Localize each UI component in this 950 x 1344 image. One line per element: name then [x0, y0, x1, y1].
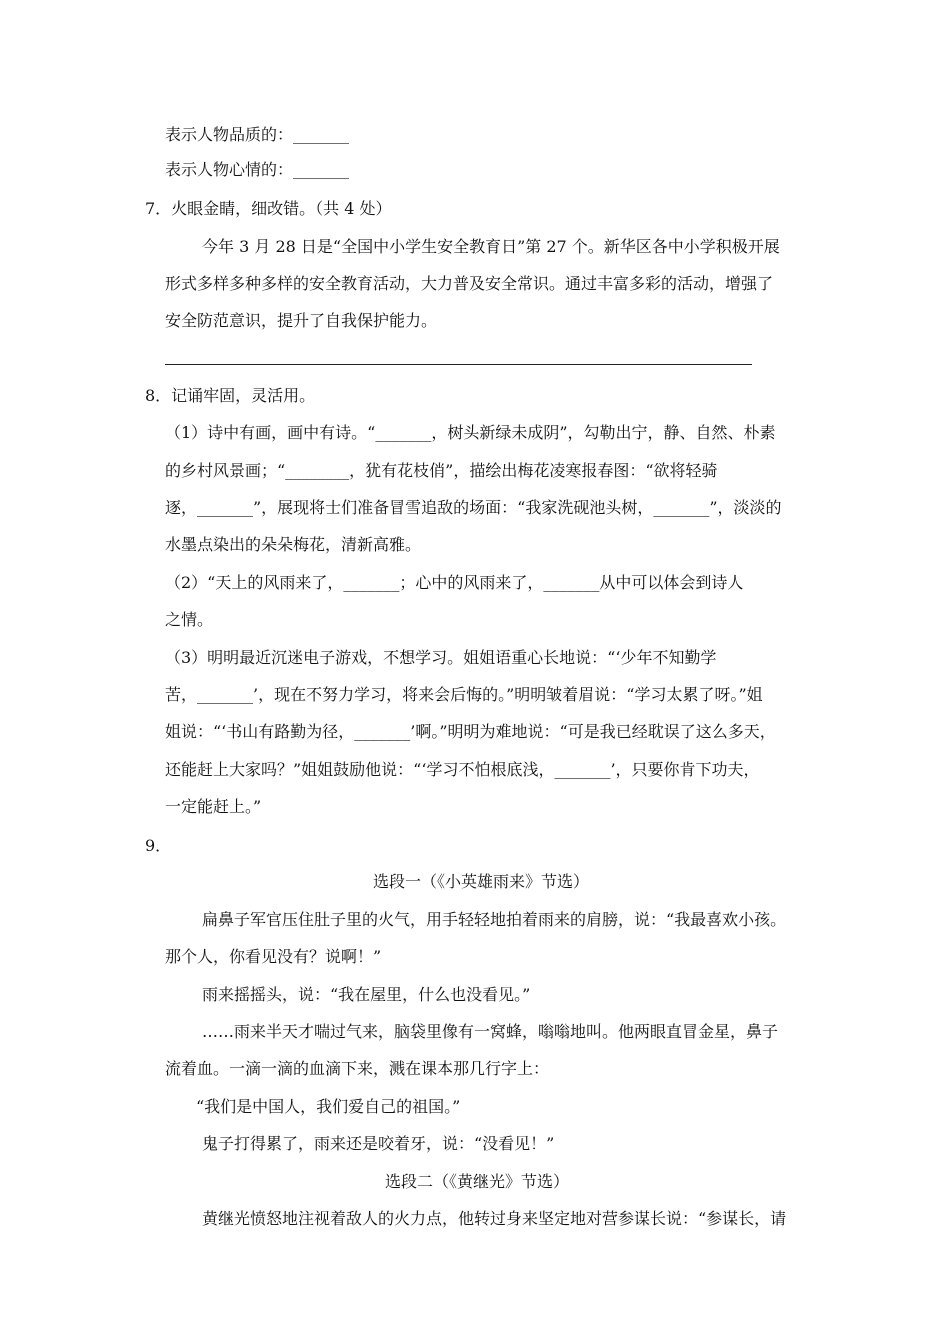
q8-part3-line-2: 苦，_______’，现在不努力学习，将来会后悔的。”明明皱着眉说：“学习太累了呀。”姐 — [165, 685, 763, 704]
excerpt-1-heading: 选段一（《小英雄雨来》节选） — [373, 872, 590, 891]
q8-part1-line-3: 逐，_______”，展现将士们准备冒雪追敌的场面：“我家洗砚池头树，_______”，淡淡的 — [165, 498, 782, 517]
q8-part2-line-1: （2）“天上的风雨来了，_______；心中的风雨来了，_______从中可以体会到诗人 — [165, 573, 744, 592]
q8-part1-line-1: （1）诗中有画，画中有诗。“_______，树头新绿未成阴”，勾勒出宁，静、自然、朴素 — [165, 423, 776, 442]
q7-passage-line-3: 安全防范意识，提升了自我保护能力。 — [165, 311, 438, 330]
answer-line-quality: 表示人物品质的：_______ — [165, 125, 350, 144]
answer-underline — [165, 364, 752, 365]
q7-passage-line-1: 今年 3 月 28 日是“全国中小学生安全教育日”第 27 个。新华区各中小学积极开展 — [202, 237, 780, 256]
excerpt-2-line-1: 黄继光愤怒地注视着敌人的火力点，他转过身来坚定地对营参谋长说：“参谋长，请 — [202, 1209, 787, 1228]
excerpt-1-line-6: “我们是中国人，我们爱自己的祖国。” — [196, 1097, 461, 1116]
excerpt-1-line-2: 那个人，你看见没有？说啊！” — [165, 947, 382, 966]
q8-part2-line-2: 之情。 — [165, 610, 214, 629]
answer-line-mood: 表示人物心情的：_______ — [165, 160, 350, 179]
excerpt-1-line-1: 扁鼻子军官压住肚子里的火气，用手轻轻地拍着雨来的肩膀，说：“我最喜欢小孩。 — [202, 910, 787, 929]
excerpt-2-heading: 选段二（《黄继光》节选） — [385, 1172, 570, 1191]
excerpt-1-line-3: 雨来摇摇头，说：“我在屋里，什么也没看见。” — [202, 985, 531, 1004]
question-7-title: 7．火眼金睛，细改错。（共 4 处） — [145, 199, 392, 218]
q8-part3-line-1: （3）明明最近沉迷电子游戏，不想学习。姐姐语重心长地说：“‘少年不知勤学 — [165, 648, 717, 667]
question-9-title: 9． — [145, 836, 172, 855]
excerpt-1-line-4: ……雨来半天才喘过气来，脑袋里像有一窝蜂，嗡嗡地叫。他两眼直冒金星，鼻子 — [202, 1022, 779, 1041]
q8-part3-line-3: 姐说：“‘书山有路勤为径，_______’啊。”明明为难地说：“可是我已经耽误了这么多天， — [165, 722, 776, 741]
q8-part3-line-5: 一定能赶上。” — [165, 797, 262, 816]
excerpt-1-line-7: 鬼子打得累了，雨来还是咬着牙，说：“没看见！” — [202, 1134, 555, 1153]
q8-part1-line-4: 水墨点染出的朵朵梅花，清新高雅。 — [165, 535, 422, 554]
question-8-title: 8．记诵牢固，灵活用。 — [145, 386, 316, 405]
q7-passage-line-2: 形式多样多种多样的安全教育活动，大力普及安全常识。通过丰富多彩的活动，增强了 — [165, 274, 774, 293]
q8-part1-line-2: 的乡村风景画；“________，犹有花枝俏”，描绘出梅花凌寒报春图：“欲将轻骑 — [165, 461, 718, 480]
excerpt-1-line-5: 流着血。一滴一滴的血滴下来，溅在课本那几行字上： — [165, 1059, 550, 1078]
q8-part3-line-4: 还能赶上大家吗？”姐姐鼓励他说：“‘学习不怕根底浅，_______’，只要你肯下功夫， — [165, 760, 760, 779]
